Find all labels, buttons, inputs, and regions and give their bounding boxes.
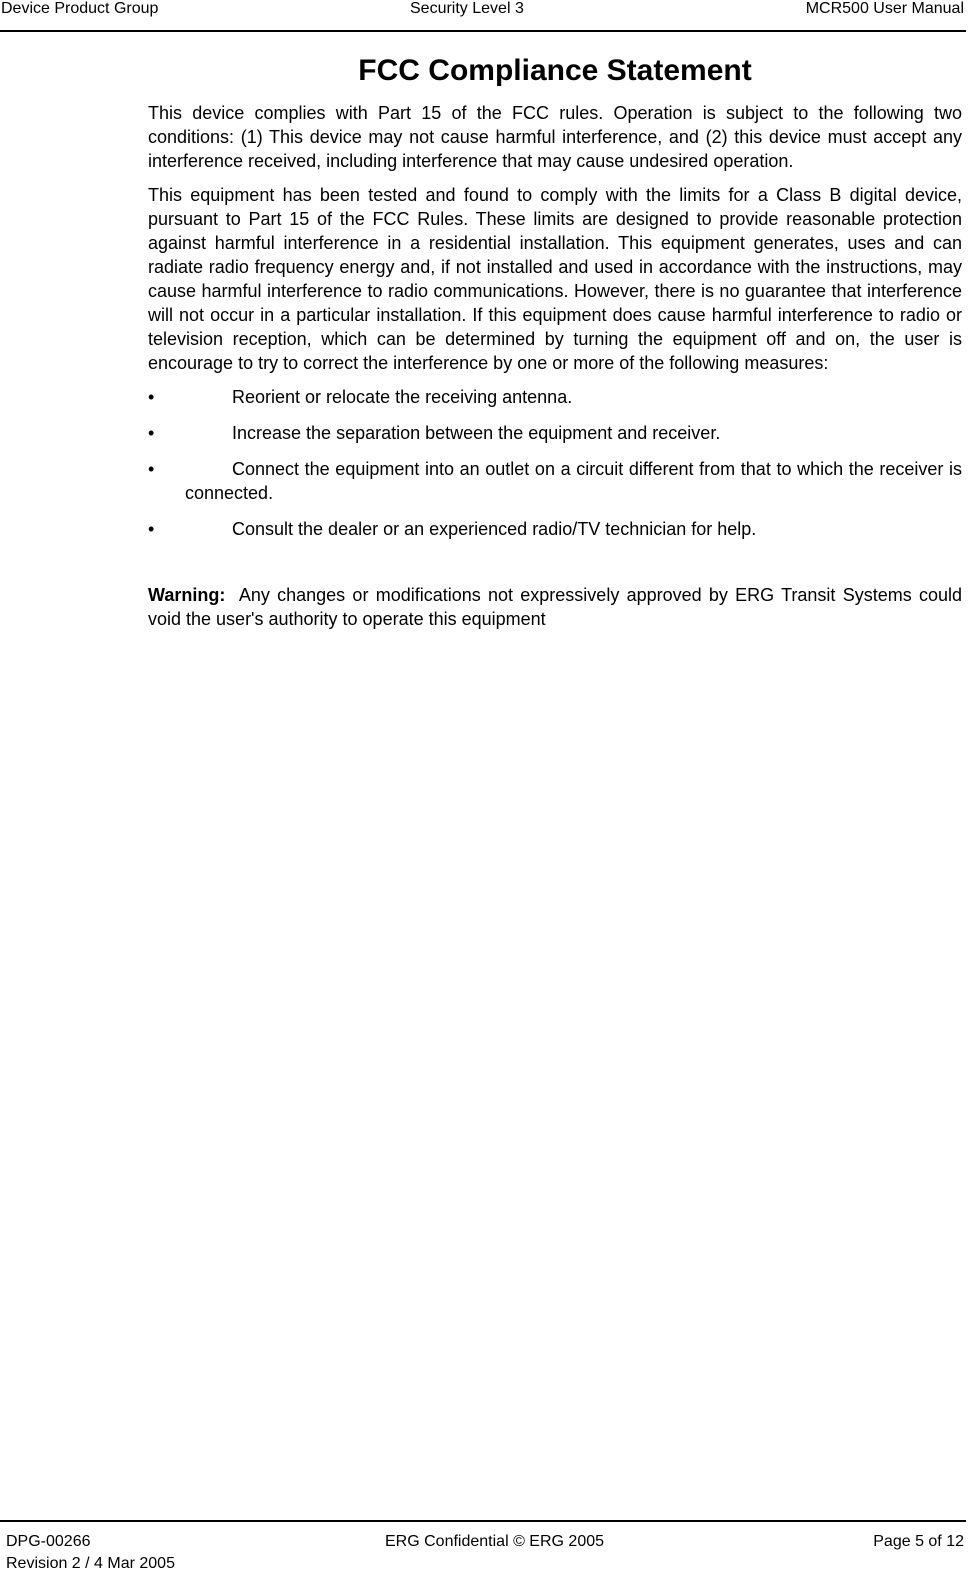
page-header <box>0 0 966 32</box>
footer-revision: Revision 2 / 4 Mar 2005 <box>6 1555 175 1572</box>
bullet-icon: • <box>148 387 155 407</box>
page-footer <box>0 1520 966 1594</box>
bullet-icon: • <box>148 459 155 479</box>
page-title: FCC Compliance Statement <box>358 54 752 87</box>
footer-page-number: Page 5 of 12 <box>873 1533 964 1550</box>
list-item <box>148 517 962 541</box>
list-item-text: Reorient or relocate the receiving antenna. <box>232 387 573 407</box>
footer-doc-id: DPG-00266 <box>6 1533 91 1550</box>
list-item-text: Consult the dealer or an experienced radio/TV technician for help. <box>232 519 757 539</box>
document-body <box>148 101 968 641</box>
paragraph-class-b: This equipment has been tested and found to comply with the limits for a Class B digital device, pursuant to Part 15 of the FCC Rules. These limits are designed to provide reasonable protection against harmful interference in a residential installation. This equipment generates, uses and can radiate radio frequency energy and, if not installed and used in accordance with the instructions, may cause harmful interference to radio communications. However, there is no guarantee that interference will not occur in a particular installation. If this equipment does cause harmful interference to radio or television reception, which can be determined by turning the equipment off and on, the user is encourage to try to correct the interference by one or more of the following measures: <box>148 185 962 373</box>
list-item <box>148 385 962 409</box>
list-item <box>148 457 962 505</box>
warning-text: Any changes or modifications not expressively approved by ERG Transit Systems could void the user's authority to operate this equipment <box>148 585 968 629</box>
bullet-icon: • <box>148 519 155 539</box>
measures-list <box>148 385 962 541</box>
list-item <box>148 421 962 445</box>
footer-confidential: ERG Confidential © ERG 2005 <box>385 1533 605 1550</box>
warning-paragraph <box>148 583 968 631</box>
header-security-level: Security Level 3 <box>410 0 524 17</box>
header-group: Device Product Group <box>1 0 159 17</box>
warning-label: Warning: <box>148 585 226 605</box>
bullet-icon: • <box>148 423 155 443</box>
list-item-text: Connect the equipment into an outlet on a circuit different from that to which the receiver is connected. <box>185 459 962 503</box>
header-manual-title: MCR500 User Manual <box>805 0 964 17</box>
paragraph-compliance: This device complies with Part 15 of the FCC rules. Operation is subject to the following two conditions: (1) This device may not cause harmful interference, and (2) this device must accept any interference received, including interference that may cause undesired operation. <box>148 103 962 171</box>
list-item-text: Increase the separation between the equipment and receiver. <box>232 423 721 443</box>
